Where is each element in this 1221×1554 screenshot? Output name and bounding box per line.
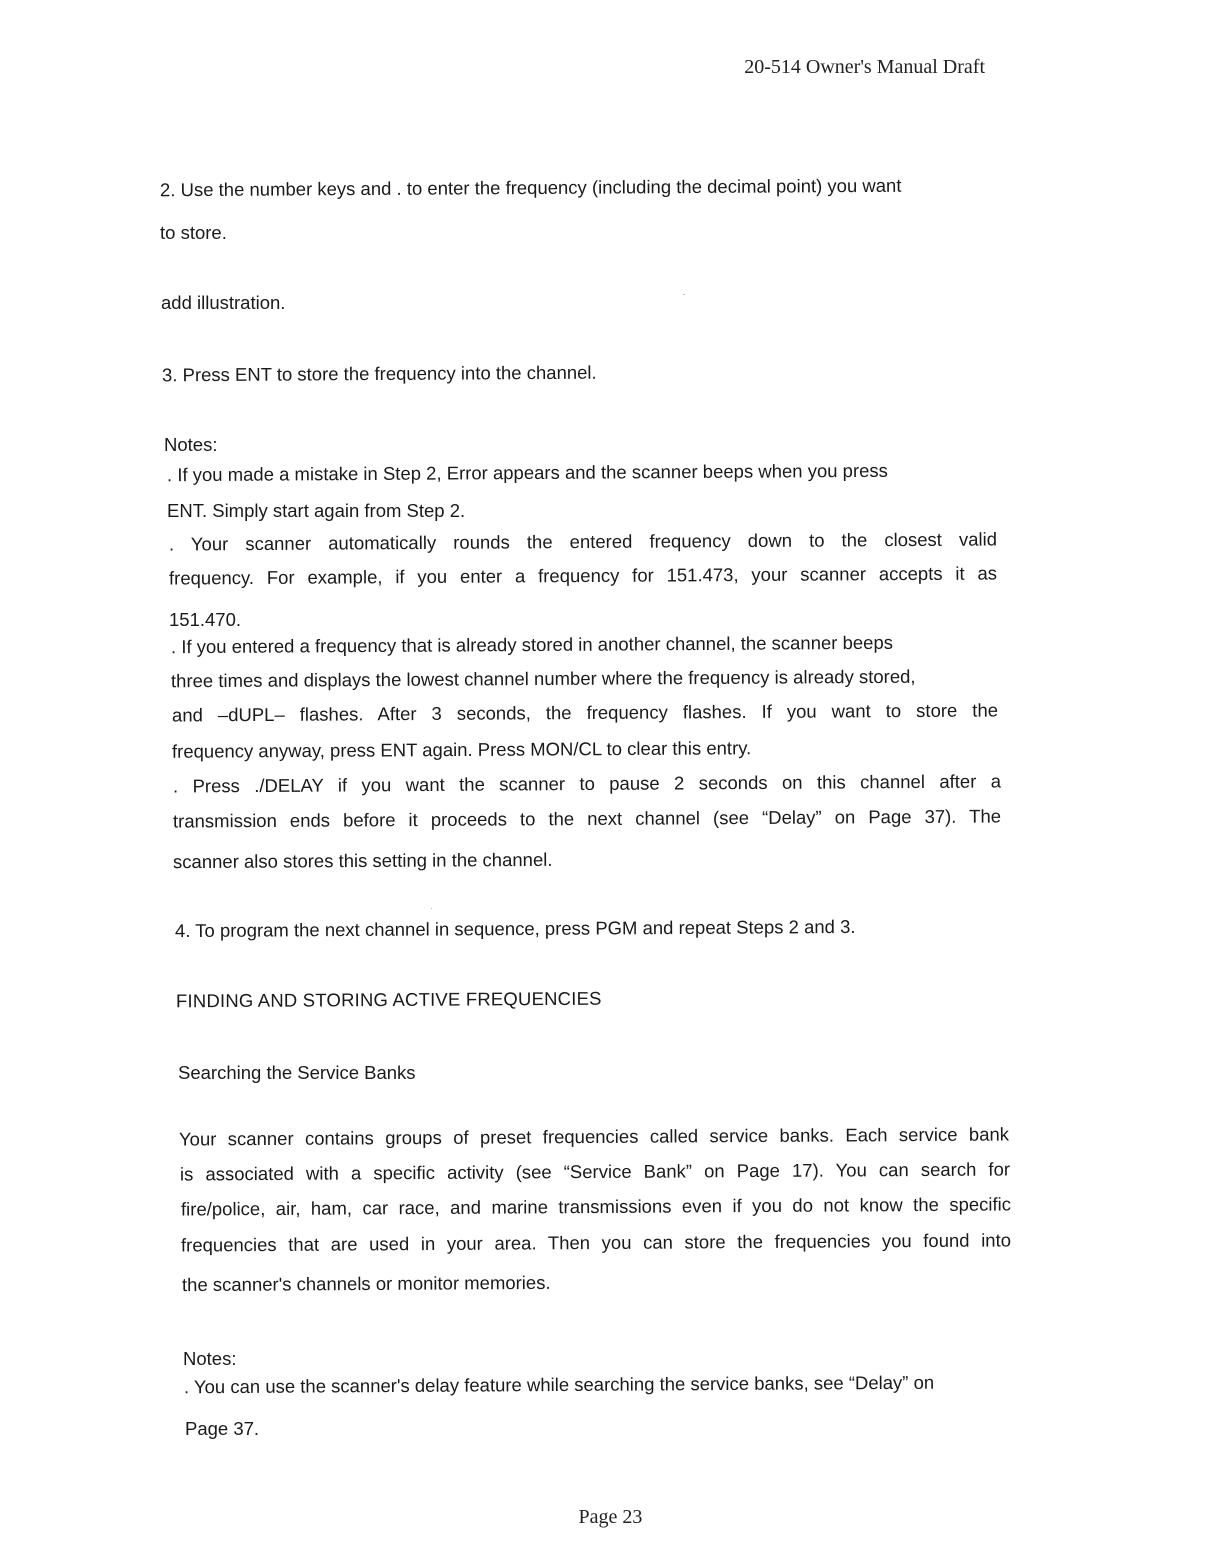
illustration-note: add illustration. (161, 292, 286, 313)
note-line: frequency. For example, if you enter a frequency for 151.473, your scanner accepts it as (168, 562, 998, 589)
step-2-line-1: 2. Use the number keys and . to enter the frequency (including the decimal point) you want (159, 174, 902, 201)
step-2-line-2: to store. (160, 222, 227, 243)
paragraph-line: fire/police, air, ham, car race, and marine transmissions even if you do not know the specific (180, 1193, 1012, 1220)
note-line: ENT. Simply start again from Step 2. (167, 500, 466, 521)
paragraph-line: Your scanner contains groups of preset frequencies called service banks. Each service bank (178, 1123, 1010, 1150)
note-line: scanner also stores this setting in the channel. (172, 848, 553, 873)
note-line: . Press ./DELAY if you want the scanner to pause 2 seconds on this channel after a (172, 770, 1002, 797)
page-number: Page 23 (578, 1506, 643, 1528)
note-line: frequency anyway, press ENT again. Press MON/CL to clear this entry. (171, 737, 752, 762)
notes-heading: Notes: (183, 1348, 237, 1369)
note-line: 151.470. (169, 609, 242, 630)
note-line: . You can use the scanner's delay feature while searching the service banks, see “Delay” on (183, 1371, 935, 1398)
paragraph-line: the scanner's channels or monitor memories. (181, 1271, 551, 1296)
note-line: Page 37. (185, 1418, 260, 1439)
note-line: . If you entered a frequency that is already stored in another channel, the scanner beeps (170, 631, 894, 658)
running-header: 20-514 Owner's Manual Draft (744, 56, 985, 78)
paragraph-line: frequencies that are used in your area. Then you can store the frequencies you found into (180, 1229, 1012, 1256)
note-line: . Your scanner automatically rounds the entered frequency down to the closest valid (168, 528, 998, 555)
note-line: transmission ends before it proceeds to the next channel (see “Delay” on Page 37). The (172, 805, 1002, 832)
paragraph-line: is associated with a specific activity (see “Service Bank” on Page 17). You can search for (179, 1158, 1011, 1185)
notes-heading: Notes: (164, 434, 218, 455)
note-line: . If you made a mistake in Step 2, Error appears and the scanner beeps when you press (166, 459, 888, 486)
section-title: FINDING AND STORING ACTIVE FREQUENCIES (175, 987, 602, 1012)
step-3: 3. Press ENT to store the frequency into the channel. (161, 361, 597, 386)
scan-speck (431, 908, 432, 909)
step-4: 4. To program the next channel in sequence, press PGM and repeat Steps 2 and 3. (174, 915, 856, 942)
note-line: and –dUPL– flashes. After 3 seconds, the frequency flashes. If you want to store the (171, 699, 999, 726)
section-subtitle: Searching the Service Banks (178, 1062, 416, 1083)
note-line: three times and displays the lowest channel number where the frequency is already stored, (170, 665, 916, 692)
scan-speck (683, 294, 685, 295)
